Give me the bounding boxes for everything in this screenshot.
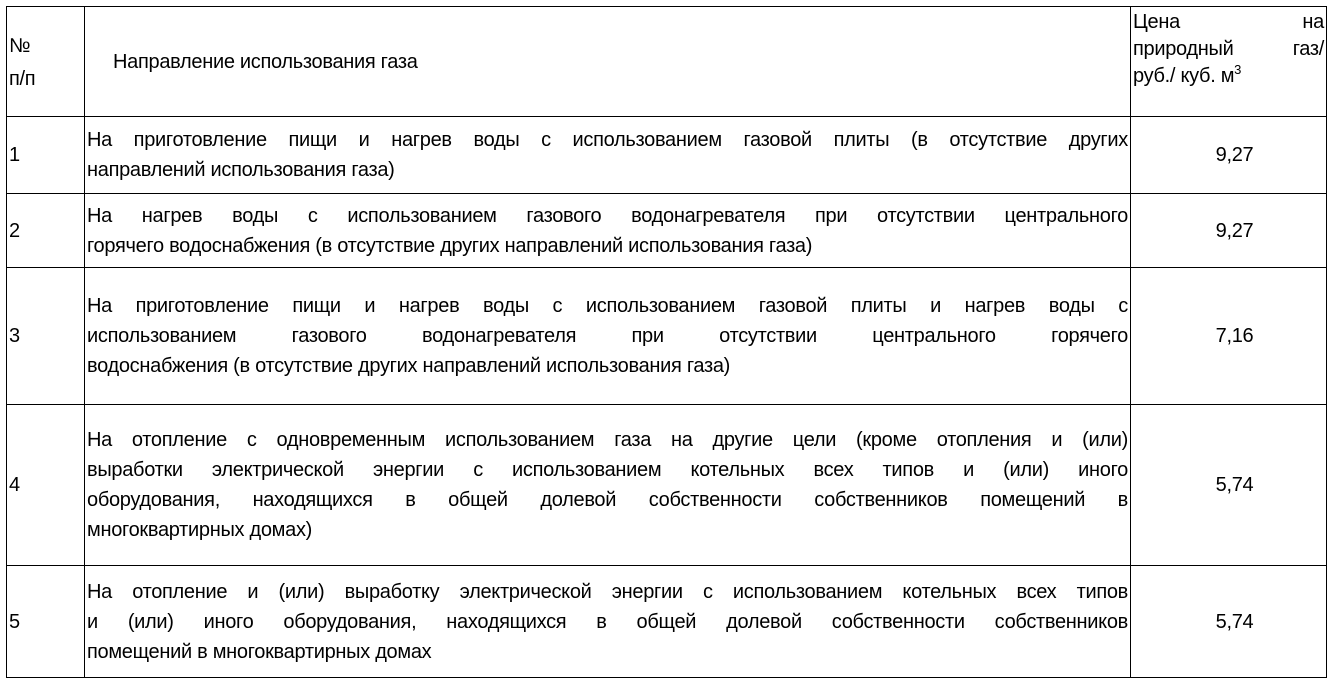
row-number: 2 (7, 194, 85, 268)
gas-price-table (6, 6, 1327, 678)
row-description (85, 117, 1131, 194)
header-number-cell (7, 7, 85, 117)
row-number: 5 (7, 566, 85, 678)
row-description (85, 405, 1131, 566)
table-header-row (7, 7, 1327, 117)
description-line: помещений в многоквартирных домах (87, 640, 432, 663)
row-number: 3 (7, 268, 85, 405)
row-description (85, 194, 1131, 268)
header-price-line3 (1133, 63, 1324, 90)
row-description (85, 566, 1131, 678)
header-price-line2: природный газ/ (1133, 38, 1324, 60)
header-price-superscript: 3 (1234, 62, 1242, 77)
description-line: горячего водоснабжения (в отсутствие других направлений использования газа) (87, 234, 813, 257)
row-number: 4 (7, 405, 85, 566)
description-line: На приготовление пищи и нагрев воды с использованием газовой плиты и нагрев воды с (87, 295, 1128, 317)
description-line: На нагрев воды с использованием газового водонагревателя при отсутствии центрального (87, 204, 1128, 227)
description-line: водоснабжения (в отсутствие других направлений использования газа) (87, 355, 731, 377)
description-line: направлений использования газа) (87, 159, 395, 181)
header-price-unit: руб./ куб. м (1133, 65, 1235, 87)
table-row (7, 566, 1327, 678)
row-price: 9,27 (1131, 117, 1327, 194)
header-price-line1: Цена на (1133, 11, 1324, 33)
table-row (7, 405, 1327, 566)
header-price-cell (1131, 7, 1327, 117)
description-line: На приготовление пищи и нагрев воды с использованием газовой плиты (в отсутствие других (87, 129, 1128, 151)
description-line: использованием газового водонагревателя при отсутствии центрального горячего (87, 325, 1128, 347)
row-price: 7,16 (1131, 268, 1327, 405)
description-line: На отопление и (или) выработку электрической энергии с использованием котельных всех типов (87, 580, 1128, 603)
description-line: и (или) иного оборудования, находящихся в общей долевой собственности собственников (87, 610, 1128, 633)
table-row (7, 194, 1327, 268)
row-number: 1 (7, 117, 85, 194)
header-direction-cell: Направление использования газа (85, 7, 1131, 117)
table-row (7, 268, 1327, 405)
header-number-line1: № (9, 35, 31, 57)
row-price: 9,27 (1131, 194, 1327, 268)
description-line: выработки электрической энергии с использованием котельных всех типов и (или) иного (87, 459, 1128, 481)
description-line: многоквартирных домах) (87, 519, 313, 541)
header-number-line2: п/п (9, 68, 36, 90)
row-price: 5,74 (1131, 566, 1327, 678)
table-row (7, 117, 1327, 194)
row-description (85, 268, 1131, 405)
row-price: 5,74 (1131, 405, 1327, 566)
description-line: На отопление с одновременным использованием газа на другие цели (кроме отопления и (или) (87, 429, 1128, 451)
description-line: оборудования, находящихся в общей долевой собственности собственников помещений в (87, 489, 1128, 511)
